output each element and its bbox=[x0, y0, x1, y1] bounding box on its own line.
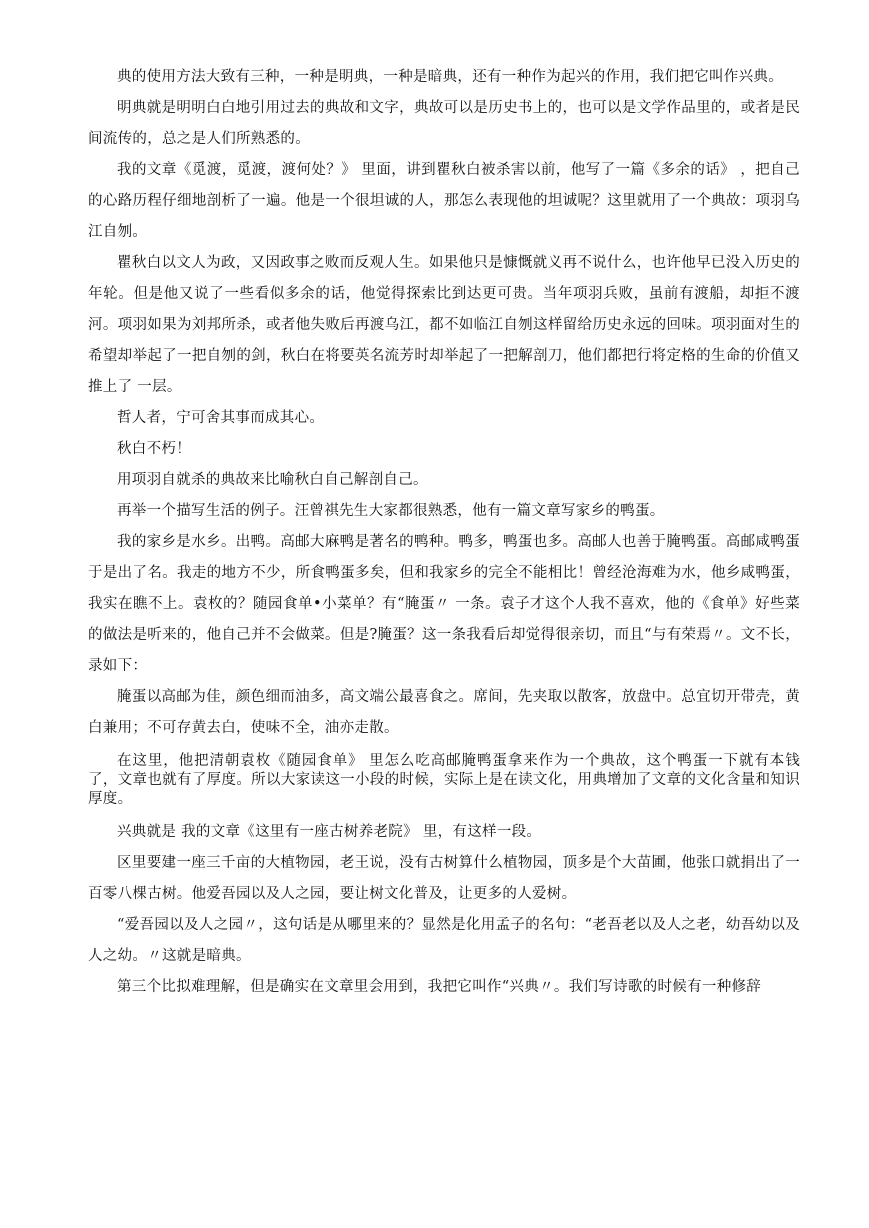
paragraph-9-quote: 我的家乡是水乡。出鸭。高邮大麻鸭是著名的鸭种。鸭多，鸭蛋也多。高邮人也善于腌鸭蛋。高邮咸鸭蛋于是出了名。我走的地方不少，所食鸭蛋多矣，但和我家乡的完全不能相比！曾经沧海难为水，他乡咸鸭蛋，我实在瞧不上。袁枚的？随园食单•小菜单？有“腌蛋〃 一条。袁子才这个人我不喜欢，他的《食单》好些菜的做法是听来的，他自己并不会做菜。但是?腌蛋？这一条我看后却觉得很亲切，而且“与有荣焉〃。文不长，录如下： bbox=[88, 534, 800, 674]
paragraph-15: 第三个比拟难理解，但是确实在文章里会用到，我把它叫作“兴典〃。我们写诗歌的时候有一种修辞 bbox=[117, 979, 762, 995]
paragraph-12: 兴典就是 我的文章《这里有一座古树养老院》 里，有这样一段。 bbox=[117, 824, 542, 840]
paragraph-5: 哲人者，宁可舍其事而成其心。 bbox=[117, 410, 325, 426]
paragraph-6: 秋白不朽！ bbox=[117, 441, 191, 457]
document-body bbox=[88, 62, 800, 1003]
paragraph-1: 典的使用方法大致有三种，一种是明典，一种是暗典，还有一种作为起兴的作用，我们把它叫作兴典。 bbox=[117, 69, 783, 85]
paragraph-11: 在这里，他把清朝袁枚《随园食单》 里怎么吃高邮腌鸭蛋拿来作为一个典故，这个鸭蛋一下就有本钱了，文章也就有了厚度。所以大家读这一小段的时候，实际上是在读文化，用典增加了文章的文化含量和知识厚度。 bbox=[88, 753, 800, 807]
paragraph-2: 明典就是明明白白地引用过去的典故和文字，典故可以是历史书上的，也可以是文学作品里的，或者是民间流传的，总之是人们所熟悉的。 bbox=[88, 100, 800, 147]
paragraph-8: 再举一个描写生活的例子。汪曾祺先生大家都很熟悉，他有一篇文章写家乡的鸭蛋。 bbox=[117, 503, 665, 519]
paragraph-13-quote: 区里要建一座三千亩的大植物园，老王说，没有古树算什么植物园，顶多是个大苗圃，他张口就捐出了一百零八棵古树。他爱吾园以及人之园，要让树文化普及，让更多的人爱树。 bbox=[88, 855, 800, 902]
paragraph-10-quote: 腌蛋以高邮为佳，颜色细而油多，高文端公最喜食之。席间，先夹取以散客，放盘中。总宜切开带壳，黄白兼用；不可存黄去白，使味不全，油亦走散。 bbox=[88, 689, 800, 736]
paragraph-14: “爱吾园以及人之园〃，这句话是从哪里来的？显然是化用孟子的名句：“老吾老以及人之老，幼吾幼以及人之幼。〃这就是暗典。 bbox=[88, 917, 800, 964]
paragraph-3: 我的文章《觅渡，觅渡，渡何处？》 里面，讲到瞿秋白被杀害以前，他写了一篇《多余的话》 ，把自己的心路历程仔细地剖析了一遍。他是一个很坦诚的人，那怎么表现他的坦诚呢？这里就用了一个典故：项羽乌江自刎。 bbox=[88, 162, 800, 240]
paragraph-7: 用项羽自就杀的典故来比喻秋白自己解剖自己。 bbox=[117, 472, 428, 488]
paragraph-4: 瞿秋白以文人为政，又因政事之败而反观人生。如果他只是慷慨就义再不说什么，也许他早已没入历史的年轮。但是他又说了一些看似多余的话，他觉得探索比到达更可贵。当年项羽兵败，虽前有渡船，却拒不渡河。项羽如果为刘邦所杀，或者他失败后再渡乌江，都不如临江自刎这样留给历史永远的回味。项羽面对生的希望却举起了一把自刎的剑，秋白在将要英名流芳时却举起了一把解剖刀，他们都把行将定格的生命的价值又推上了 一层。 bbox=[88, 255, 800, 395]
